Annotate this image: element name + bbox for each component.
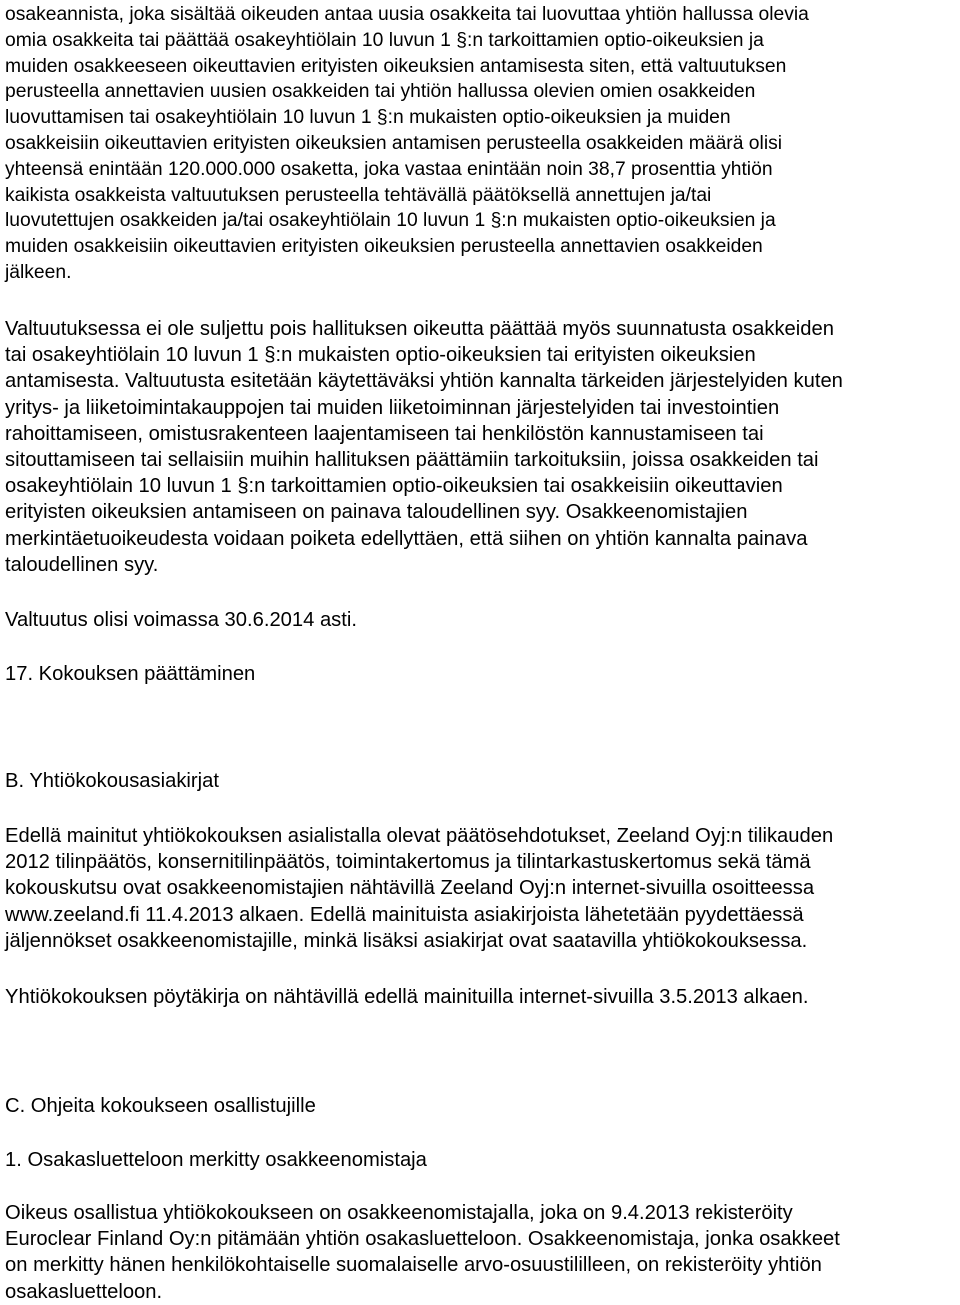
text-line: Yhtiökokouksen pöytäkirja on nähtävillä edellä mainituilla internet-sivuilla 3.5.2013 alkaen. <box>5 986 809 1008</box>
text-line: sitouttamiseen tai sellaisiin muihin hallituksen päättämiin tarkoituksiin, joissa osakkeiden tai <box>5 449 819 472</box>
text-line: osakeyhtiölain 10 luvun 1 §:n tarkoittamien optio-oikeuksien tai osakkeisiin oikeuttavien <box>5 475 783 498</box>
text-line: tai osakeyhtiölain 10 luvun 1 §:n mukaisten optio-oikeuksien tai erityisten oikeuksien <box>5 344 756 367</box>
text-line: on merkitty hänen henkilökohtaiselle suomalaiselle arvo-osuustililleen, on rekisteröity yhtiön <box>5 1254 822 1277</box>
text-line: yritys- ja liiketoimintakauppojen tai muiden liiketoiminnan järjestelyiden tai investointien <box>5 396 780 419</box>
text-line: muiden osakkeeseen oikeuttavien erityisten oikeuksien antamisesta siten, että valtuutuksen <box>5 55 787 77</box>
text-line: osakkeisiin oikeuttavien erityisten oikeuksien antamisen perusteella osakkeiden määrä olisi <box>5 132 783 154</box>
text-line: yhteensä enintään 120.000.000 osaketta, joka vastaa enintään noin 38,7 prosenttia yhtiön <box>5 158 773 180</box>
section-title: 17. Kokouksen päättäminen <box>5 663 256 685</box>
text-line: Euroclear Finland Oy:n pitämään yhtiön osakasluetteloon. Osakkeenomistaja, jonka osakkeet <box>5 1228 840 1251</box>
text-line: muiden osakkeisiin oikeuttavien erityisten oikeuksien perusteella annettavien osakkeiden <box>5 236 763 258</box>
text-line: taloudellinen syy. <box>5 553 159 576</box>
text-line: www.zeeland.fi 11.4.2013 alkaen. Edellä mainituista asiakirjoista lähetetään pyydettäessä <box>5 903 804 926</box>
text-line: Valtuutus olisi voimassa 30.6.2014 asti. <box>5 609 357 631</box>
text-line: 2012 tilinpäätös, konsernitilinpäätös, toimintakertomus ja tilintarkastuskertomus sekä tämä <box>5 851 811 874</box>
documents-paragraph <box>5 823 833 954</box>
section-b-heading <box>5 768 219 794</box>
text-line: jälkeen. <box>5 261 72 283</box>
text-line: jäljennökset osakkeenomistajille, minkä lisäksi asiakirjat ovat saatavilla yhtiökokouksessa. <box>5 929 808 952</box>
text-line: luovutettujen osakkeiden ja/tai osakeyhtiölain 10 luvun 1 §:n mukaisten optio-oikeuksien ja <box>5 210 776 232</box>
subsection-title: 1. Osakasluetteloon merkitty osakkeenomistaja <box>5 1149 427 1171</box>
text-line: luovuttamisen tai osakeyhtiölain 10 luvun 1 §:n mukaisten optio-oikeuksien ja muiden <box>5 107 731 129</box>
text-line: kokouskutsu ovat osakkeenomistajien nähtävillä Zeeland Oyj:n internet-sivuilla osoitteessa <box>5 877 815 900</box>
section-c-heading <box>5 1093 316 1119</box>
shareholder-register-paragraph <box>5 1200 840 1305</box>
validity-paragraph <box>5 607 357 633</box>
text-line: perusteella annettavien uusien osakkeiden tai yhtiön hallussa olevien omien osakkeiden <box>5 81 756 103</box>
text-line: osakasluetteloon. <box>5 1280 163 1303</box>
text-line: merkintäetuoikeudesta voidaan poiketa edellyttäen, että siihen on yhtiön kannalta painava <box>5 527 808 550</box>
text-line: antamisesta. Valtuutusta esitetään käytettäväksi yhtiön kannalta tärkeiden järjestelyiden kuten <box>5 370 843 393</box>
minutes-paragraph <box>5 984 809 1010</box>
text-line: rahoittamiseen, omistusrakenteen laajentamiseen tai henkilöstön kannustamiseen tai <box>5 422 764 445</box>
subsection-c1-heading <box>5 1147 427 1173</box>
intro-paragraph <box>5 2 809 286</box>
section-title: B. Yhtiökokousasiakirjat <box>5 770 219 792</box>
text-line: osakeannista, joka sisältää oikeuden antaa uusia osakkeita tai luovuttaa yhtiön hallussa olevia <box>5 4 809 25</box>
text-line: Oikeus osallistua yhtiökokoukseen on osakkeenomistajalla, joka on 9.4.2013 rekisteröity <box>5 1202 793 1224</box>
text-line: erityisten oikeuksien antamiseen on painava taloudellinen syy. Osakkeenomistajien <box>5 501 748 524</box>
text-line: Edellä mainitut yhtiökokouksen asialistalla olevat päätösehdotukset, Zeeland Oyj:n tilikauden <box>5 825 834 847</box>
section-title: C. Ohjeita kokoukseen osallistujille <box>5 1095 316 1117</box>
authorization-paragraph <box>5 316 843 578</box>
text-line: Valtuutuksessa ei ole suljettu pois hallituksen oikeutta päättää myös suunnatusta osakkeiden <box>5 318 834 340</box>
text-line: kaikista osakkeista valtuutuksen perusteella tehtävällä päätöksellä annettujen ja/tai <box>5 184 712 206</box>
text-line: omia osakkeita tai päättää osakeyhtiölain 10 luvun 1 §:n tarkoittamien optio-oikeuksien ja <box>5 29 764 51</box>
section-17-heading <box>5 661 255 687</box>
